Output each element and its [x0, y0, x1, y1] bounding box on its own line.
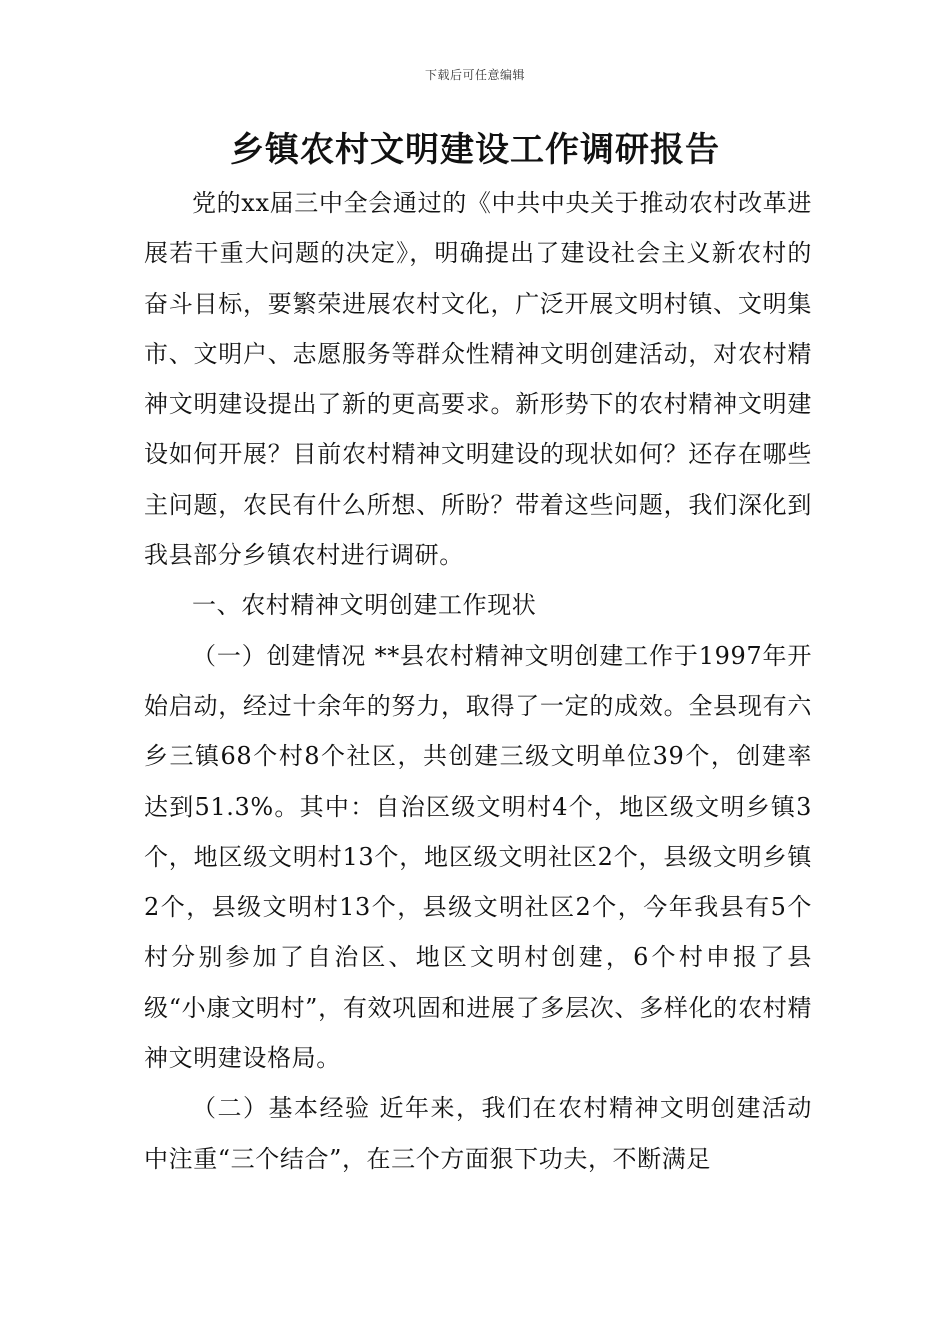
section-heading-1: 一、农村精神文明创建工作现状 [192, 591, 537, 620]
paragraph-basic-experience: （二）基本经验 近年来，我们在农村精神文明创建活动中注重“三个结合”，在三个方面狠下功夫，不断满足 [144, 1094, 812, 1173]
header-note: 下载后可任意编辑 [424, 68, 525, 82]
paragraph-intro: 党的xx届三中全会通过的《中共中央关于推动农村改革进展若干重大问题的决定》，明确提出了建设社会主义新农村的奋斗目标，要繁荣进展农村文化，广泛开展文明村镇、文明集市、文明户、志愿服务等群众性精神文明创建活动，对农村精神文明建设提出了新的更高要求。新形势下的农村精神文明建设如何开展？目前农村精神文明建设的现状如何？还存在哪些主问题，农民有什么所想、所盼？带着这些问题，我们深化到我县部分乡镇农村进行调研。 [144, 189, 812, 570]
paragraph-creation-status: （一）创建情况 **县农村精神文明创建工作于1997年开始启动，经过十余年的努力，取得了一定的成效。全县现有六乡三镇68个村8个社区，共创建三级文明单位39个，创建率达到51.3%。其中：自治区级文明村4个，地区级文明乡镇3个，地区级文明村13个，地区级文明社区2个，县级文明乡镇2个，县级文明村13个，县级文明社区2个，今年我县有5个村分别参加了自治区、地区文明村创建，6个村申报了县级“小康文明村”，有效巩固和进展了多层次、多样化的农村精神文明建设格局。 [144, 641, 812, 1073]
document-title: 乡镇农村文明建设工作调研报告 [230, 130, 720, 170]
document-body [144, 178, 812, 1184]
